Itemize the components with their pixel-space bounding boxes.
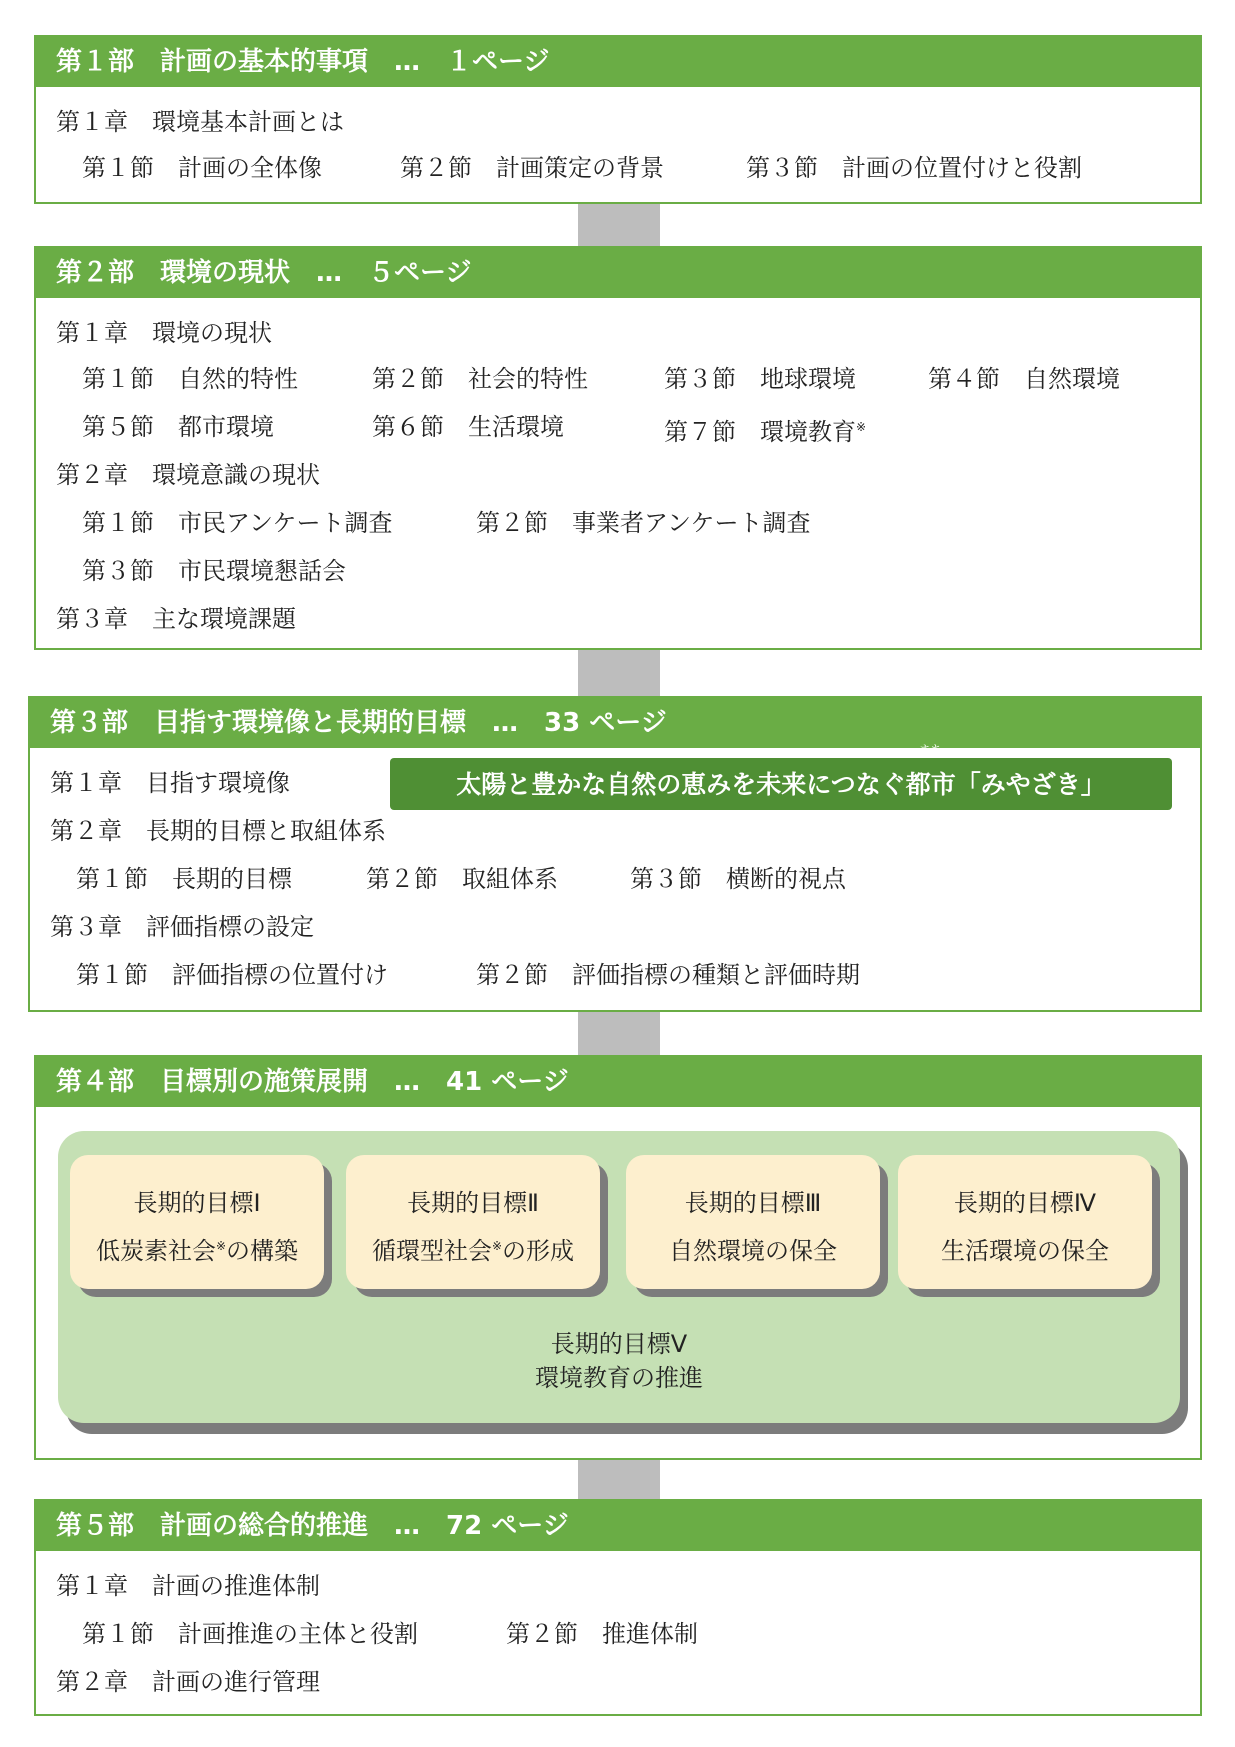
part-3-title: 第３部 目指す環境像と長期的目標 … 33 ページ [30, 698, 1200, 748]
vision-ruby [905, 743, 956, 812]
part-5-ch1-section-2: 第２節 推進体制 [506, 1620, 698, 1648]
part-2-ch1-section-1: 第１節 自然的特性 [82, 365, 298, 393]
vision-text-after: 「みやざき」 [955, 770, 1106, 799]
part-2-ch2-section-2: 第２節 事業者アンケート調査 [476, 509, 811, 537]
goal-1-desc [70, 1231, 324, 1266]
footnote-mark: ※ [491, 1239, 503, 1253]
part-5-ch1-section-1: 第１節 計画推進の主体と役割 [82, 1620, 418, 1648]
goal-2-box [346, 1155, 600, 1289]
part-5-title: 第５部 計画の総合的推進 … 72 ページ [36, 1501, 1200, 1551]
part-1-chapter-1: 第１章 環境基本計画とは [56, 108, 344, 136]
part-2-ch1-section-2: 第２節 社会的特性 [372, 365, 588, 393]
part-2-chapter-3: 第３章 主な環境課題 [56, 605, 296, 633]
part-2-ch1-section-6: 第６節 生活環境 [372, 413, 564, 441]
part-3-ch2-section-3: 第３節 横断的視点 [630, 865, 846, 893]
goal-4-box [898, 1155, 1152, 1289]
part-1-title: 第１部 計画の基本的事項 … １ページ [36, 37, 1200, 87]
goal-1-desc-a: 低炭素社会 [95, 1237, 216, 1265]
part-2-chapter-2: 第２章 環境意識の現状 [56, 461, 320, 489]
part-2-ch1-section-5: 第５節 都市環境 [82, 413, 274, 441]
part-2-ch1-section-7-label: 第７節 環境教育 [664, 418, 856, 446]
part-2-ch2-section-1: 第１節 市民アンケート調査 [82, 509, 393, 537]
part-3-chapter-2: 第２章 長期的目標と取組体系 [50, 817, 386, 845]
goal-2-desc-a: 循環型社会 [371, 1237, 492, 1265]
part-2-ch1-section-4: 第４節 自然環境 [928, 365, 1120, 393]
part-3-chapter-1: 第１章 目指す環境像 [50, 769, 290, 797]
part-2-ch1-section-7 [664, 412, 866, 447]
goal-3-box [626, 1155, 880, 1289]
part-5-chapter-2: 第２章 計画の進行管理 [56, 1668, 320, 1696]
part-5-chapter-1: 第１章 計画の推進体制 [56, 1572, 320, 1600]
goal-5-label: 長期的目標Ⅴ [550, 1330, 688, 1358]
goal-1-box [70, 1155, 324, 1289]
part-1-section-3: 第３節 計画の位置付けと役割 [746, 154, 1082, 182]
part-2-title: 第２部 環境の現状 … ５ページ [36, 248, 1200, 298]
goal-2-desc [346, 1231, 600, 1266]
goal-1-label: 長期的目標Ⅰ [133, 1189, 261, 1217]
connector-3-4 [578, 1010, 660, 1058]
part-1-section-1: 第１節 計画の全体像 [82, 154, 322, 182]
goal-3-label: 長期的目標Ⅲ [684, 1189, 822, 1217]
part-2-section [34, 246, 1202, 650]
connector-4-5 [578, 1458, 660, 1502]
vision-text-before: 太陽と豊かな自然の恵みを未来につなぐ [456, 770, 906, 799]
part-2-chapter-1: 第１章 環境の現状 [56, 319, 272, 347]
goal-1-desc-b: の構築 [226, 1237, 299, 1265]
part-2-ch2-section-3: 第３節 市民環境懇話会 [82, 557, 346, 585]
goal-4-desc: 生活環境の保全 [941, 1237, 1109, 1265]
goal-2-desc-b: の形成 [502, 1237, 575, 1265]
goal-4-label: 長期的目標Ⅳ [953, 1189, 1097, 1217]
goal-2-label: 長期的目標Ⅱ [407, 1189, 539, 1217]
goals-panel [58, 1131, 1180, 1423]
part-4-title: 第４部 目標別の施策展開 … 41 ページ [36, 1057, 1200, 1107]
vision-ruby-base: 都市 [905, 770, 956, 799]
part-3-ch2-section-2: 第２節 取組体系 [366, 865, 558, 893]
part-1-section-2: 第２節 計画策定の背景 [400, 154, 664, 182]
vision-banner [390, 743, 1172, 810]
part-3-chapter-3: 第３章 評価指標の設定 [50, 913, 314, 941]
footnote-mark: ※ [215, 1239, 227, 1253]
part-1-section [34, 35, 1202, 204]
footnote-mark: ※ [856, 420, 867, 434]
vision-ruby-reading: まち [918, 743, 943, 757]
part-4-section [34, 1055, 1202, 1460]
goal-3-desc: 自然環境の保全 [669, 1237, 837, 1265]
part-3-section [28, 696, 1202, 1012]
part-3-ch3-section-2: 第２節 評価指標の種類と評価時期 [476, 961, 860, 989]
part-5-section [34, 1499, 1202, 1716]
goal-5-desc: 環境教育の推進 [535, 1364, 703, 1392]
part-3-ch2-section-1: 第１節 長期的目標 [76, 865, 292, 893]
connector-1-2 [578, 202, 660, 248]
part-3-ch3-section-1: 第１節 評価指標の位置付け [76, 961, 388, 989]
connector-2-3 [578, 648, 660, 698]
part-2-ch1-section-3: 第３節 地球環境 [664, 365, 856, 393]
